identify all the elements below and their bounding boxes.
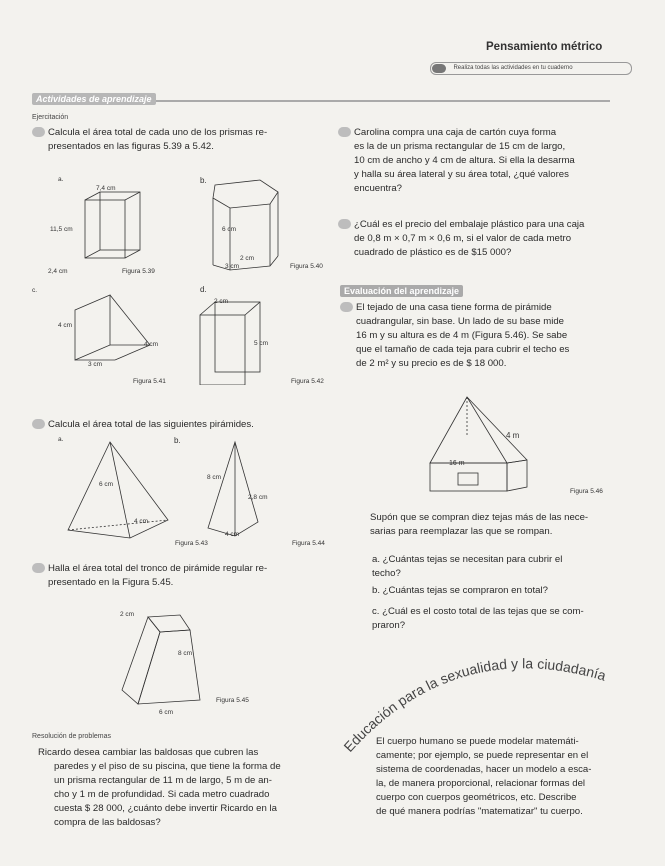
problem-carolina: Carolina compra una caja de cartón cuya forma es la de un prisma rectangular de 15 cm de largo, 10 cm de ancho y 4 cm de altura. Si ella la desarma y halla su área lateral y su área total, ¿qué valores encuentra? <box>338 126 648 196</box>
question-a: a. ¿Cuántas tejas se necesitan para cubrir el techo? <box>372 554 563 579</box>
question-1: Calcula el área total de cada uno de los prismas re- presentados en las figuras 5.39 a 5.42. <box>32 126 332 154</box>
f542-b: 5 cm <box>254 340 269 347</box>
pyr-label-b: b. <box>174 436 181 445</box>
prism-figures <box>30 170 350 385</box>
problem-roof: El tejado de una casa tiene forma de pirámide cuadrangular, sin base. Un lado de su base mide 16 m y su altura es de 4 m (Figura 5.46). Se sabe que el tamaño de cada teja para cubrir el techo es de 2 m² y su precio es de $ 18 000. <box>340 301 650 371</box>
trunc-bottom: 6 cm <box>159 709 174 716</box>
pyramid-figures <box>60 440 330 545</box>
f540-b: 2 cm <box>240 255 255 262</box>
notebook-icon <box>432 64 446 73</box>
f543-b: 4 cm <box>134 518 149 525</box>
label-b: b. <box>200 176 207 185</box>
house-a: 4 m <box>506 431 520 440</box>
f540-c: 3 cm <box>225 263 240 270</box>
question-number-badge <box>32 419 45 429</box>
question-3: Halla el área total del tronco de pirámide regular re- presentado en la Figura 5.45. <box>32 562 332 590</box>
instruction-text: Realiza todas las actividades en tu cuaderno <box>453 65 573 71</box>
pyr-label-a: a. <box>58 436 64 443</box>
problem-ricardo: Ricardo desea cambiar las baldosas que cubren las paredes y el piso de su piscina, que tiene la forma de un prisma rectangular de 11 m de largo, 5 m de an- cho y 1 m de profundidad. Si cada metro cuadrado cuesta $ 28 000, ¿cuánto debe invertir Ricardo en la compra de las baldosas? <box>38 747 281 828</box>
question-number-badge <box>340 302 353 312</box>
figure-5-42-caption: Figura 5.42 <box>291 378 324 385</box>
question-c: c. ¿Cuál es el costo total de las tejas que se com- praron? <box>372 606 584 631</box>
figure-5-43-caption: Figura 5.43 <box>175 540 208 547</box>
figure-5-41-caption: Figura 5.41 <box>133 378 166 385</box>
question-number-badge <box>32 563 45 573</box>
f542-a: 2 cm <box>214 298 229 305</box>
label-a: a. <box>58 176 64 183</box>
f541-a: 4 cm <box>58 322 73 329</box>
activities-banner-label: Actividades de aprendizaje <box>32 93 156 105</box>
figure-5-39-caption: Figura 5.39 <box>122 268 155 275</box>
f539-side: 11,5 cm <box>50 226 73 233</box>
body-text: El cuerpo humano se puede modelar matemáti- camente; por ejemplo, se puede representar en el sistema de coordenadas, hacer un modelo a esca- la, de manera proporcional, relacionar formas del cuerpo con cuerpos geométricos, etc. Describe de qué manera podrías "matematizar" tu cuerpo. <box>376 736 592 817</box>
f539-bottom: 2,4 cm <box>48 268 68 275</box>
label-c: c. <box>32 287 38 294</box>
instruction-badge <box>430 62 632 75</box>
house-b: 16 m <box>449 460 465 467</box>
f543-a: 6 cm <box>99 481 114 488</box>
section-resolucion: Resolución de problemas <box>32 733 111 740</box>
trunc-mid: 8 cm <box>178 650 193 657</box>
arc-title-text: Educación para la sexualidad y la ciudadanía <box>340 655 608 755</box>
f544-b: 2,8 cm <box>248 494 268 501</box>
f544-a: 8 cm <box>207 474 222 481</box>
f541-c: 3 cm <box>88 361 103 368</box>
question-number-badge <box>338 127 351 137</box>
frustum-figure <box>120 612 210 717</box>
section-ejercitacion: Ejercitación <box>32 114 69 121</box>
question-number-badge <box>338 219 351 229</box>
house-figure <box>412 395 532 495</box>
question-2: Calcula el área total de las siguientes pirámides. <box>32 418 254 432</box>
figure-5-44-caption: Figura 5.44 <box>292 540 325 547</box>
page-title: Pensamiento métrico <box>486 41 603 53</box>
figure-5-45-caption: Figura 5.45 <box>216 697 249 704</box>
figure-5-40-caption: Figura 5.40 <box>290 263 323 270</box>
f539-top: 7,4 cm <box>96 185 116 192</box>
evaluation-banner: Evaluación del aprendizaje <box>340 285 463 297</box>
question-b: b. ¿Cuántas tejas se compraron en total? <box>372 585 548 596</box>
f541-b: 4 cm <box>144 341 159 348</box>
question-number-badge <box>32 127 45 137</box>
trunc-top: 2 cm <box>120 611 135 618</box>
f544-c: 4 cm <box>225 531 240 538</box>
figure-5-46-caption: Figura 5.46 <box>570 488 603 495</box>
label-d: d. <box>200 285 207 294</box>
supon-text: Supón que se compran diez tejas más de las nece- sarias para reemplazar las que se rompan. <box>370 512 589 537</box>
f540-a: 6 cm <box>222 226 237 233</box>
problem-plastic: ¿Cuál es el precio del embalaje plástico para una caja de 0,8 m × 0,7 m × 0,6 m, si el valor de cada metro cuadrado de plástico es de $15 000? <box>338 218 648 260</box>
